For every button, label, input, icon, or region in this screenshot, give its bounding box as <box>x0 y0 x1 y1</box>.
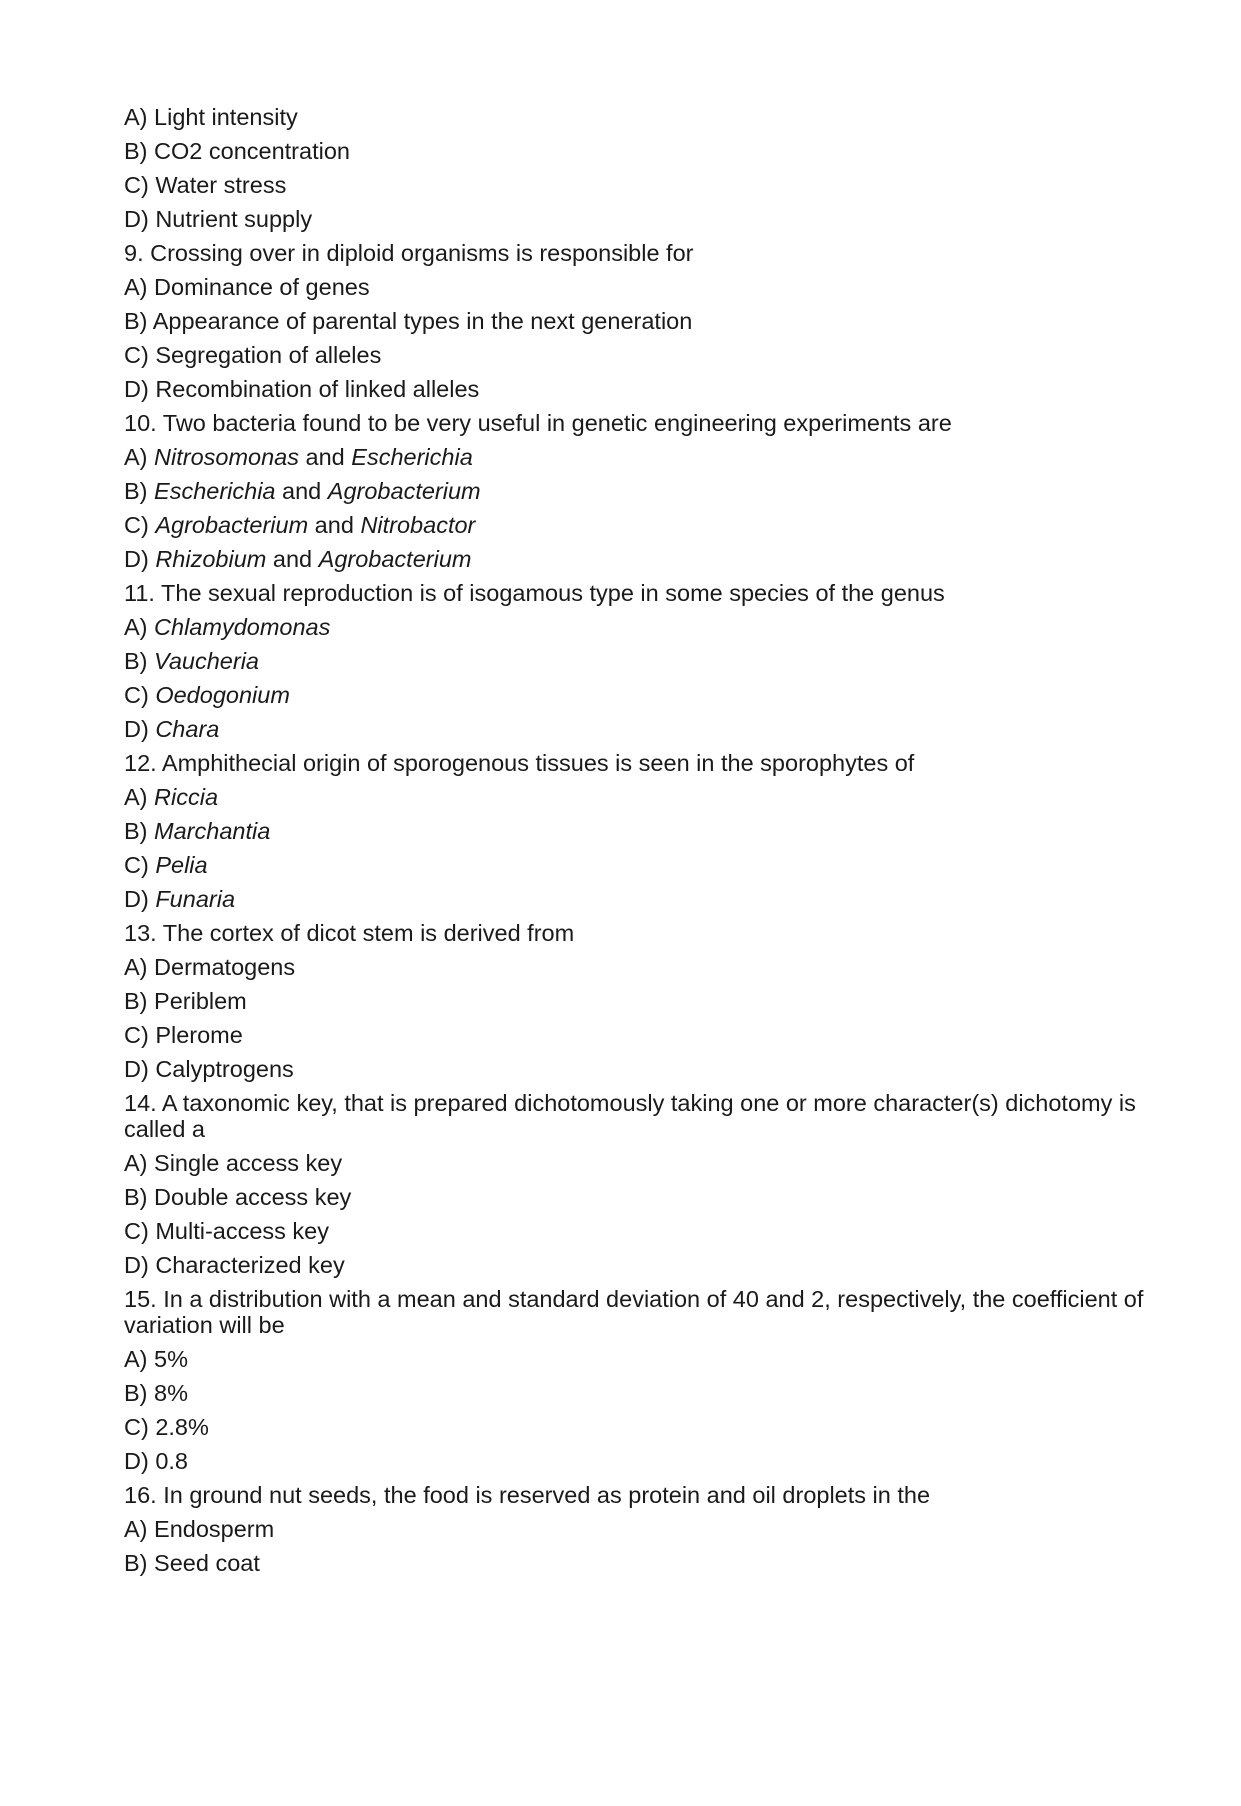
genus-name: Nitrosomonas <box>154 444 300 470</box>
answer-option: D) Nutrient supply <box>124 206 313 232</box>
answer-option: C) Water stress <box>124 172 287 198</box>
question-text: 15. In a distribution with a mean and standard deviation of 40 and 2, respectively, the coefficient of variation will be <box>124 1286 1144 1338</box>
answer-option: B) CO2 concentration <box>124 138 350 164</box>
option-prefix: C) <box>124 512 156 538</box>
answer-option: C) 2.8% <box>124 1414 209 1440</box>
option-prefix: B) <box>124 818 155 844</box>
answer-option: C) Segregation of alleles <box>124 342 382 368</box>
option-prefix: B) <box>124 478 155 504</box>
conjunction: and <box>275 478 328 504</box>
answer-option: C) Multi-access key <box>124 1218 330 1244</box>
answer-option <box>124 610 1144 644</box>
genus-name: Escherichia <box>351 444 473 470</box>
answer-option: B) Periblem <box>124 988 247 1014</box>
conjunction: and <box>308 512 361 538</box>
option-prefix: A) <box>124 444 155 470</box>
answer-option: A) Dermatogens <box>124 954 296 980</box>
genus-name: Riccia <box>154 784 219 810</box>
answer-option: D) 0.8 <box>124 1448 188 1474</box>
answer-option: D) Characterized key <box>124 1252 345 1278</box>
answer-option: B) Seed coat <box>124 1550 260 1576</box>
answer-option <box>124 644 1144 678</box>
option-prefix: A) <box>124 614 155 640</box>
answer-option: A) Single access key <box>124 1150 343 1176</box>
genus-name: Rhizobium <box>155 546 267 572</box>
question-text: 14. A taxonomic key, that is prepared dichotomously taking one or more character(s) dichotomy is called a <box>124 1090 1136 1142</box>
genus-name: Marchantia <box>154 818 271 844</box>
answer-option <box>124 712 1144 746</box>
question-text: 11. The sexual reproduction is of isogamous type in some species of the genus <box>124 580 945 606</box>
genus-name: Oedogonium <box>155 682 290 708</box>
answer-option <box>124 542 1144 576</box>
genus-name: Agrobacterium <box>318 546 472 572</box>
genus-name: Escherichia <box>154 478 276 504</box>
answer-option <box>124 814 1144 848</box>
answer-option <box>124 474 1144 508</box>
answer-option <box>124 508 1144 542</box>
option-prefix: C) <box>124 682 156 708</box>
question-list <box>124 100 1144 1580</box>
answer-option: B) Appearance of parental types in the next generation <box>124 308 693 334</box>
answer-option: B) Double access key <box>124 1184 352 1210</box>
answer-option: C) Plerome <box>124 1022 243 1048</box>
answer-option <box>124 848 1144 882</box>
genus-name: Funaria <box>155 886 236 912</box>
option-prefix: C) <box>124 852 156 878</box>
genus-name: Agrobacterium <box>155 512 309 538</box>
option-prefix: B) <box>124 648 155 674</box>
option-prefix: D) <box>124 886 156 912</box>
question-text: 10. Two bacteria found to be very useful in genetic engineering experiments are <box>124 410 952 436</box>
genus-name: Chara <box>155 716 220 742</box>
answer-option <box>124 780 1144 814</box>
answer-option: A) Endosperm <box>124 1516 275 1542</box>
genus-name: Vaucheria <box>154 648 259 674</box>
genus-name: Chlamydomonas <box>154 614 331 640</box>
answer-option <box>124 678 1144 712</box>
genus-name: Pelia <box>155 852 208 878</box>
conjunction: and <box>299 444 352 470</box>
question-text: 13. The cortex of dicot stem is derived from <box>124 920 575 946</box>
answer-option: D) Calyptrogens <box>124 1056 294 1082</box>
answer-option: A) Light intensity <box>124 104 298 130</box>
answer-option: B) 8% <box>124 1380 188 1406</box>
question-text: 9. Crossing over in diploid organisms is responsible for <box>124 240 694 266</box>
question-text: 16. In ground nut seeds, the food is reserved as protein and oil droplets in the <box>124 1482 931 1508</box>
conjunction: and <box>266 546 319 572</box>
answer-option: D) Recombination of linked alleles <box>124 376 480 402</box>
answer-option <box>124 882 1144 916</box>
option-prefix: D) <box>124 716 156 742</box>
genus-name: Agrobacterium <box>327 478 481 504</box>
answer-option <box>124 440 1144 474</box>
answer-option: A) 5% <box>124 1346 188 1372</box>
option-prefix: A) <box>124 784 155 810</box>
answer-option: A) Dominance of genes <box>124 274 370 300</box>
genus-name: Nitrobactor <box>360 512 476 538</box>
option-prefix: D) <box>124 546 156 572</box>
question-text: 12. Amphithecial origin of sporogenous tissues is seen in the sporophytes of <box>124 750 915 776</box>
